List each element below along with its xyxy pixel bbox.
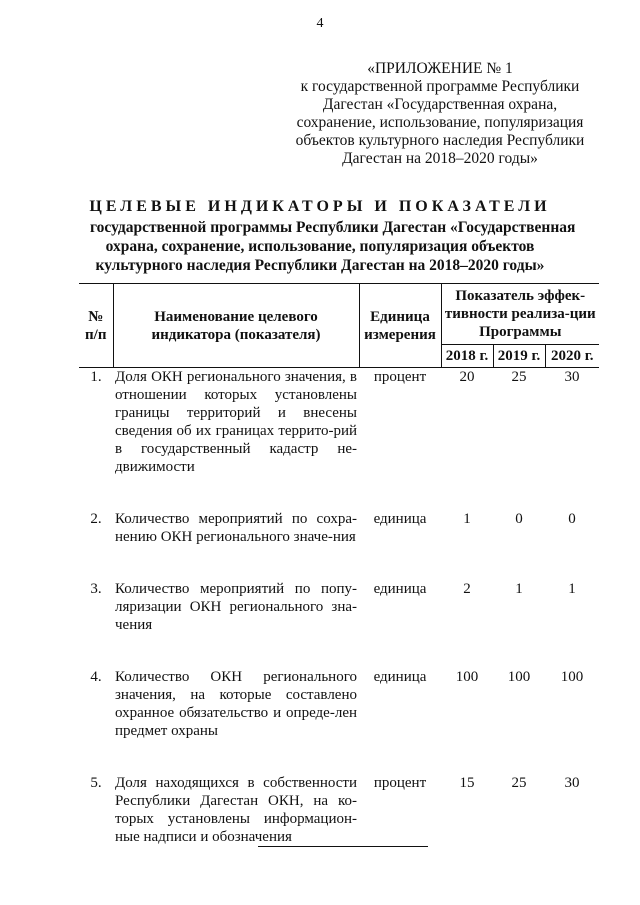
header-year-2020: 2020 г. — [545, 345, 599, 368]
header-year-2018: 2018 г. — [441, 345, 493, 368]
row-value-2019: 25 — [511, 369, 527, 385]
appendix-line: Дагестан на 2018–2020 годы» — [342, 150, 538, 167]
row-num: 4. — [90, 669, 102, 685]
document-title: ЦЕЛЕВЫЕ ИНДИКАТОРЫ И ПОКАЗАТЕЛИ — [89, 198, 551, 215]
row-value-2020: 30 — [564, 775, 580, 791]
header-year-2019: 2019 г. — [493, 345, 545, 368]
row-value-2019: 100 — [507, 669, 531, 685]
table-row — [79, 368, 599, 511]
indicators-table — [79, 283, 599, 880]
appendix-line: сохранение, использование, популяризация — [296, 114, 584, 131]
row-unit: единица — [373, 511, 427, 527]
row-unit: процент — [373, 369, 427, 385]
document-subtitle — [90, 218, 576, 275]
header-performance: Показатель эффек-тивности реализа-ции Программы — [441, 284, 599, 345]
row-value-2019: 0 — [515, 511, 523, 527]
subtitle-line: государственной программы Республики Дагестан «Государственная — [90, 219, 576, 236]
row-name: Доля находящихся в собственности Республики Дагестан ОКН, на ко-торых установлены информацион-ные надписи и обозначения — [115, 775, 357, 845]
row-unit: процент — [373, 775, 427, 791]
page-number: 4 — [316, 16, 324, 31]
row-value-2020: 30 — [564, 369, 580, 385]
row-unit: единица — [373, 669, 427, 685]
row-unit: единица — [373, 581, 427, 597]
table-row — [79, 774, 599, 880]
appendix-line: Дагестан «Государственная охрана, — [322, 96, 558, 113]
row-name: Доля ОКН регионального значения, в отношении которых установлены границы территорий и внесены сведения об их границах террито-рий в государственный кадастр не-движимости — [115, 369, 357, 475]
row-value-2019: 1 — [515, 581, 523, 597]
row-name: Количество мероприятий по попу-ляризации ОКН регионального зна-чения — [115, 581, 357, 633]
row-value-2018: 2 — [463, 581, 471, 597]
appendix-line: «ПРИЛОЖЕНИЕ № 1 — [367, 60, 513, 77]
header-unit: Единица измерения — [359, 284, 441, 368]
subtitle-line: охрана, сохранение, использование, популяризация объектов — [105, 238, 535, 255]
row-value-2018: 100 — [455, 669, 479, 685]
appendix-line: к государственной программе Республики — [300, 78, 580, 95]
closing-rule — [258, 846, 428, 847]
table-row — [79, 580, 599, 668]
row-value-2020: 0 — [568, 511, 576, 527]
row-num: 1. — [90, 369, 102, 385]
row-num: 3. — [90, 581, 102, 597]
header-name: Наименование целевого индикатора (показателя) — [113, 284, 359, 368]
row-value-2018: 1 — [463, 511, 471, 527]
appendix-line: объектов культурного наследия Республики — [295, 132, 585, 149]
row-num: 5. — [90, 775, 102, 791]
subtitle-line: культурного наследия Республики Дагестан на 2018–2020 годы» — [95, 257, 545, 274]
row-value-2018: 20 — [459, 369, 475, 385]
table-row — [79, 510, 599, 580]
row-name: Количество ОКН регионального значения, на которые составлено охранное обязательство и опреде-лен предмет охраны — [115, 669, 357, 739]
header-num: № п/п — [79, 284, 113, 368]
appendix-heading — [290, 60, 590, 168]
row-value-2020: 100 — [560, 669, 584, 685]
table-row — [79, 668, 599, 774]
row-num: 2. — [90, 511, 102, 527]
row-name: Количество мероприятий по сохра-нению ОКН регионального значе-ния — [115, 511, 357, 545]
row-value-2018: 15 — [459, 775, 475, 791]
row-value-2020: 1 — [568, 581, 576, 597]
row-value-2019: 25 — [511, 775, 527, 791]
